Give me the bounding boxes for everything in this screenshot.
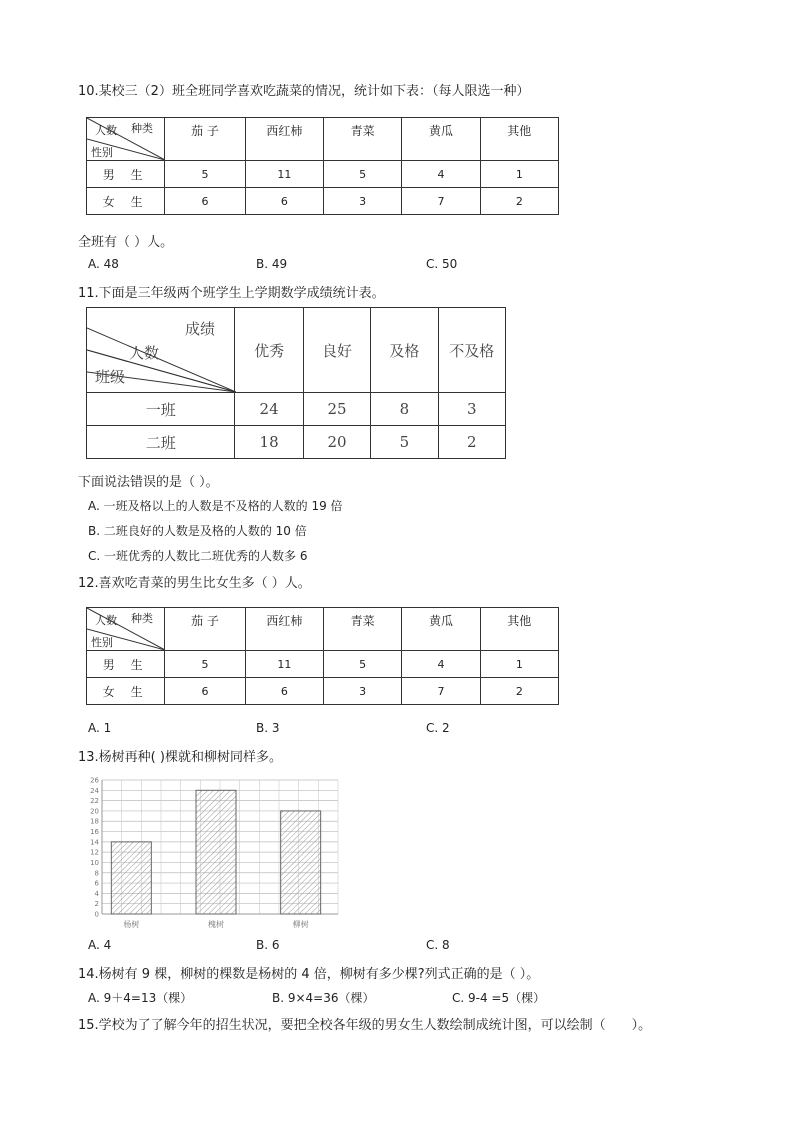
- column-header: 青菜: [324, 608, 402, 651]
- column-header: 茄 子: [165, 608, 245, 651]
- table-cell: 1: [480, 651, 558, 678]
- table-cell: 2: [438, 426, 505, 459]
- header-bottom-label: 性别: [91, 636, 113, 649]
- table-cell: 5: [324, 651, 402, 678]
- q11-option-a[interactable]: A. 一班及格以上的人数是不及格的人数的 19 倍: [88, 499, 343, 513]
- q14-option-b[interactable]: B. 9×4=36（棵）: [272, 991, 375, 1005]
- table-cell: 3: [438, 393, 505, 426]
- q12-vegetable-table: [86, 607, 559, 705]
- column-header: 优秀: [235, 308, 303, 393]
- q12-option-a[interactable]: A. 1: [88, 721, 112, 735]
- chart-bars: [111, 790, 320, 914]
- header-bottom-label: 性别: [91, 146, 113, 159]
- bar: [281, 811, 321, 914]
- q12-option-b[interactable]: B. 3: [256, 721, 280, 735]
- y-tick-label: 20: [90, 807, 99, 816]
- table-row: [87, 651, 559, 678]
- q10-option-a[interactable]: A. 48: [88, 257, 119, 271]
- q10-diagonal-header: [87, 118, 165, 161]
- bar: [111, 842, 151, 914]
- y-tick-label: 0: [94, 910, 99, 919]
- row-label: 女 生: [87, 188, 165, 215]
- q10-option-c[interactable]: C. 50: [426, 257, 458, 271]
- column-header: 茄 子: [165, 118, 245, 161]
- q12-stem: 12.喜欢吃青菜的男生比女生多（ ）人。: [78, 576, 311, 591]
- row-label: 男 生: [87, 651, 165, 678]
- y-tick-label: 4: [94, 889, 99, 898]
- table-cell: 6: [245, 188, 323, 215]
- column-header: 青菜: [324, 118, 402, 161]
- q11-question: 下面说法错误的是（ ）。: [78, 475, 219, 490]
- table-cell: 25: [303, 393, 370, 426]
- column-header: 不及格: [438, 308, 505, 393]
- q11-option-b[interactable]: B. 二班良好的人数是及格的人数的 10 倍: [88, 524, 307, 538]
- column-header: 及格: [371, 308, 438, 393]
- table-cell: 6: [165, 678, 245, 705]
- y-tick-label: 16: [90, 828, 99, 837]
- q14-option-c[interactable]: C. 9-4 =5（棵）: [452, 991, 546, 1005]
- row-label: 二班: [87, 426, 235, 459]
- row-label: 一班: [87, 393, 235, 426]
- y-tick-label: 24: [90, 786, 99, 795]
- table-cell: 20: [303, 426, 370, 459]
- column-header: 其他: [480, 118, 558, 161]
- q14-option-a[interactable]: A. 9＋4=13（棵）: [88, 991, 193, 1005]
- table-row: [87, 678, 559, 705]
- table-cell: 3: [324, 188, 402, 215]
- x-category-label: 槐树: [208, 920, 224, 929]
- table-row: [87, 161, 559, 188]
- q12-option-c[interactable]: C. 2: [426, 721, 450, 735]
- row-label: 男 生: [87, 161, 165, 188]
- x-category-label: 杨树: [123, 920, 140, 929]
- q12-diagonal-header: [87, 608, 165, 651]
- column-header: 其他: [480, 608, 558, 651]
- y-tick-label: 2: [94, 900, 99, 909]
- q13-stem: 13.杨树再种( )棵就和柳树同样多。: [78, 750, 282, 765]
- y-tick-label: 22: [90, 797, 99, 806]
- y-tick-label: 10: [90, 858, 99, 867]
- table-cell: 5: [371, 426, 438, 459]
- table-cell: 8: [371, 393, 438, 426]
- table-cell: 6: [165, 188, 245, 215]
- q13-option-c[interactable]: C. 8: [426, 938, 450, 952]
- table-cell: 3: [324, 678, 402, 705]
- y-tick-label: 6: [94, 879, 99, 888]
- header-mid-label: 人数: [95, 614, 117, 627]
- table-cell: 7: [402, 678, 480, 705]
- bar: [196, 790, 236, 914]
- q11-stem: 11.下面是三年级两个班学生上学期数学成绩统计表。: [78, 286, 385, 301]
- header-top-label: 种类: [131, 122, 153, 135]
- table-row: [87, 426, 506, 459]
- table-cell: 11: [245, 651, 323, 678]
- table-row: [87, 188, 559, 215]
- header-bottom-label: 班级: [95, 368, 126, 386]
- table-cell: 1: [480, 161, 558, 188]
- y-tick-label: 8: [94, 869, 99, 878]
- q11-grade-table: [86, 307, 506, 459]
- q10-option-b[interactable]: B. 49: [256, 257, 288, 271]
- y-tick-label: 26: [90, 776, 99, 785]
- table-cell: 11: [245, 161, 323, 188]
- q10-question: 全班有（ ）人。: [78, 235, 174, 250]
- column-header: 西红柿: [245, 608, 323, 651]
- y-tick-label: 12: [90, 848, 99, 857]
- table-cell: 5: [165, 651, 245, 678]
- y-tick-label: 14: [90, 838, 99, 847]
- table-cell: 4: [402, 651, 480, 678]
- column-header: 良好: [303, 308, 370, 393]
- q11-diagonal-header: [87, 308, 235, 393]
- q13-option-a[interactable]: A. 4: [88, 938, 112, 952]
- header-mid-label: 人数: [95, 124, 117, 137]
- y-tick-label: 18: [90, 817, 99, 826]
- header-top-label: 成绩: [185, 320, 216, 338]
- table-cell: 2: [480, 678, 558, 705]
- q15-stem: 15.学校为了了解今年的招生状况，要把全校各年级的男女生人数绘制成统计图，可以绘制（ ）。: [78, 1018, 652, 1033]
- table-cell: 7: [402, 188, 480, 215]
- x-category-label: 柳树: [292, 920, 309, 929]
- table-cell: 24: [235, 393, 303, 426]
- header-top-label: 种类: [131, 612, 153, 625]
- column-header: 黄瓜: [402, 608, 480, 651]
- table-cell: 4: [402, 161, 480, 188]
- q13-option-b[interactable]: B. 6: [256, 938, 280, 952]
- row-label: 女 生: [87, 678, 165, 705]
- tree-bar-chart: [88, 774, 340, 934]
- column-header: 西红柿: [245, 118, 323, 161]
- header-mid-label: 人数: [129, 344, 160, 362]
- q11-option-c[interactable]: C. 一班优秀的人数比二班优秀的人数多 6: [88, 549, 308, 563]
- table-cell: 5: [324, 161, 402, 188]
- q10-vegetable-table: [86, 117, 559, 215]
- table-cell: 18: [235, 426, 303, 459]
- column-header: 黄瓜: [402, 118, 480, 161]
- table-row: [87, 393, 506, 426]
- table-cell: 2: [480, 188, 558, 215]
- q10-stem: 10.某校三（2）班全班同学喜欢吃蔬菜的情况，统计如下表：（每人限选一种）: [78, 84, 530, 99]
- table-cell: 6: [245, 678, 323, 705]
- table-cell: 5: [165, 161, 245, 188]
- q14-stem: 14.杨树有 9 棵，柳树的棵数是杨树的 4 倍，柳树有多少棵?列式正确的是（ ）。: [78, 967, 540, 982]
